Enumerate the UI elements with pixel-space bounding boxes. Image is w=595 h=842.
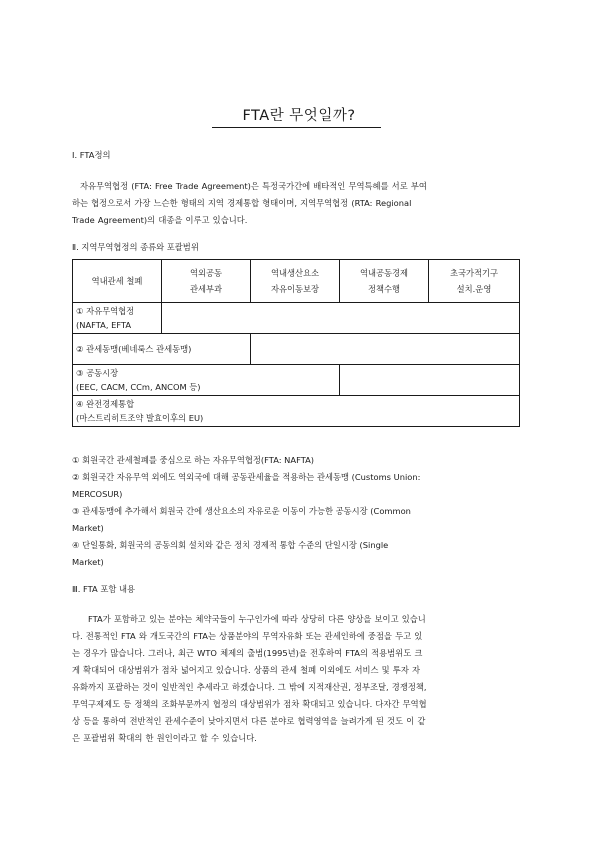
paragraph-line: 유화까지 포괄하는 것이 일반적인 추세라고 하겠습니다. 그 밖에 지적재산권, 정부조달, 경쟁정책, bbox=[72, 682, 427, 692]
note-line: Market) bbox=[72, 557, 104, 567]
header-cell bbox=[340, 260, 429, 303]
section-1-paragraph bbox=[72, 178, 524, 229]
paragraph-line: 상 등을 통하여 전반적인 관세수준이 낮아지면서 다른 분야로 협력영역을 늘려가게 된 것도 이 같 bbox=[72, 716, 426, 726]
header-text: 역외공동 bbox=[189, 268, 223, 278]
paragraph-line: 자유무역협정 (FTA: Free Trade Agreement)은 특정국가간에 배타적인 무역특혜를 서로 부여 bbox=[80, 181, 427, 191]
header-text: 초국가적기구 bbox=[449, 268, 499, 278]
row-label-text: ② 관세동맹(베네룩스 관세동맹) bbox=[76, 344, 192, 354]
row-label bbox=[73, 365, 340, 396]
paragraph-line: 다. 전통적인 FTA 와 개도국간의 FTA는 상품분야의 무역자유화 또는 관세인하에 중점을 두고 있 bbox=[72, 631, 423, 641]
table-header-row bbox=[73, 260, 520, 303]
row-label-text: (마스트리히트조약 발효이후의 EU) bbox=[76, 413, 204, 423]
paragraph-line: FTA가 포함하고 있는 분야는 체약국들이 누구인가에 따라 상당히 다른 양상을 보이고 있습니 bbox=[88, 614, 426, 624]
table-cell bbox=[162, 303, 520, 334]
row-label-text: (NAFTA, EFTA bbox=[76, 320, 132, 330]
title-underline bbox=[212, 127, 381, 128]
section-3-paragraph bbox=[72, 611, 524, 747]
header-text: 역내관세 철폐 bbox=[91, 276, 143, 286]
paragraph-line: 게 확대되어 대상범위가 점차 넓어지고 있습니다. 상품의 관세 철폐 이외에도 서비스 및 투자 자 bbox=[72, 665, 420, 675]
table-row bbox=[73, 396, 520, 427]
header-cell bbox=[73, 260, 162, 303]
note-line: ④ 단일통화, 회원국의 공동의회 설치와 같은 정치 경제적 통합 수준의 단일시장 (Single bbox=[72, 540, 389, 550]
row-label bbox=[73, 303, 162, 334]
integration-types-table bbox=[72, 259, 520, 427]
header-text: 정책수행 bbox=[367, 284, 401, 294]
note-line: ② 회원국간 자유무역 외에도 역외국에 대해 공동관세율을 적용하는 관세동맹 (Customs Union: bbox=[72, 472, 421, 482]
section-2-heading: Ⅱ. 지역무역협정의 종류와 포괄범위 bbox=[72, 242, 199, 252]
table-cell bbox=[340, 365, 520, 396]
row-label bbox=[73, 396, 520, 427]
section-3-heading: Ⅲ. FTA 포함 내용 bbox=[72, 584, 136, 594]
table-row bbox=[73, 365, 520, 396]
header-cell bbox=[162, 260, 251, 303]
paragraph-line: Trade Agreement)의 대종을 이루고 있습니다. bbox=[72, 215, 248, 225]
paragraph-line: 하는 협정으로서 가장 느슨한 형태의 지역 경제통합 형태이며, 지역무역협정 (RTA: Regional bbox=[72, 198, 412, 208]
row-label-text: ③ 공동시장 bbox=[76, 368, 119, 378]
row-label-text: ① 자유무역협정 bbox=[76, 306, 135, 316]
paragraph-line: 는 경우가 많습니다. 그러나, 최근 WTO 체제의 출범(1995년)을 전후하여 FTA의 적용범위도 크 bbox=[72, 648, 423, 658]
section-1-heading: Ⅰ. FTA정의 bbox=[72, 150, 111, 160]
header-cell bbox=[251, 260, 340, 303]
header-text: 역내공동경제 bbox=[359, 268, 409, 278]
paragraph-line: 은 포괄범위 확대의 한 원인이라고 할 수 있습니다. bbox=[72, 733, 257, 743]
note-line: MERCOSUR) bbox=[72, 489, 123, 499]
row-label bbox=[73, 334, 251, 365]
header-text: 역내생산요소 bbox=[270, 268, 320, 278]
header-text: 관세부과 bbox=[189, 284, 223, 294]
table-cell bbox=[251, 334, 520, 365]
table-row bbox=[73, 303, 520, 334]
note-line: ① 회원국간 관세철폐를 중심으로 하는 자유무역협정(FTA: NAFTA) bbox=[72, 455, 315, 465]
integration-notes bbox=[72, 452, 527, 571]
row-label-text: ④ 완전경제통합 bbox=[76, 399, 135, 409]
header-text: 설치.운영 bbox=[456, 284, 492, 294]
header-cell bbox=[429, 260, 520, 303]
table-row bbox=[73, 334, 520, 365]
row-label-text: (EEC, CACM, CCm, ANCOM 등) bbox=[76, 382, 201, 392]
note-line: Market) bbox=[72, 523, 104, 533]
note-line: ③ 관세동맹에 추가해서 회원국 간에 생산요소의 자유로운 이동이 가능한 공동시장 (Common bbox=[72, 506, 411, 516]
header-text: 자유이동보장 bbox=[270, 284, 320, 294]
page-title: FTA란 무엇일까? bbox=[242, 108, 356, 124]
paragraph-line: 무역구제제도 등 정책의 조화부문까지 협정의 대상범위가 점차 확대되고 있습니다. 다자간 무역협 bbox=[72, 699, 427, 709]
